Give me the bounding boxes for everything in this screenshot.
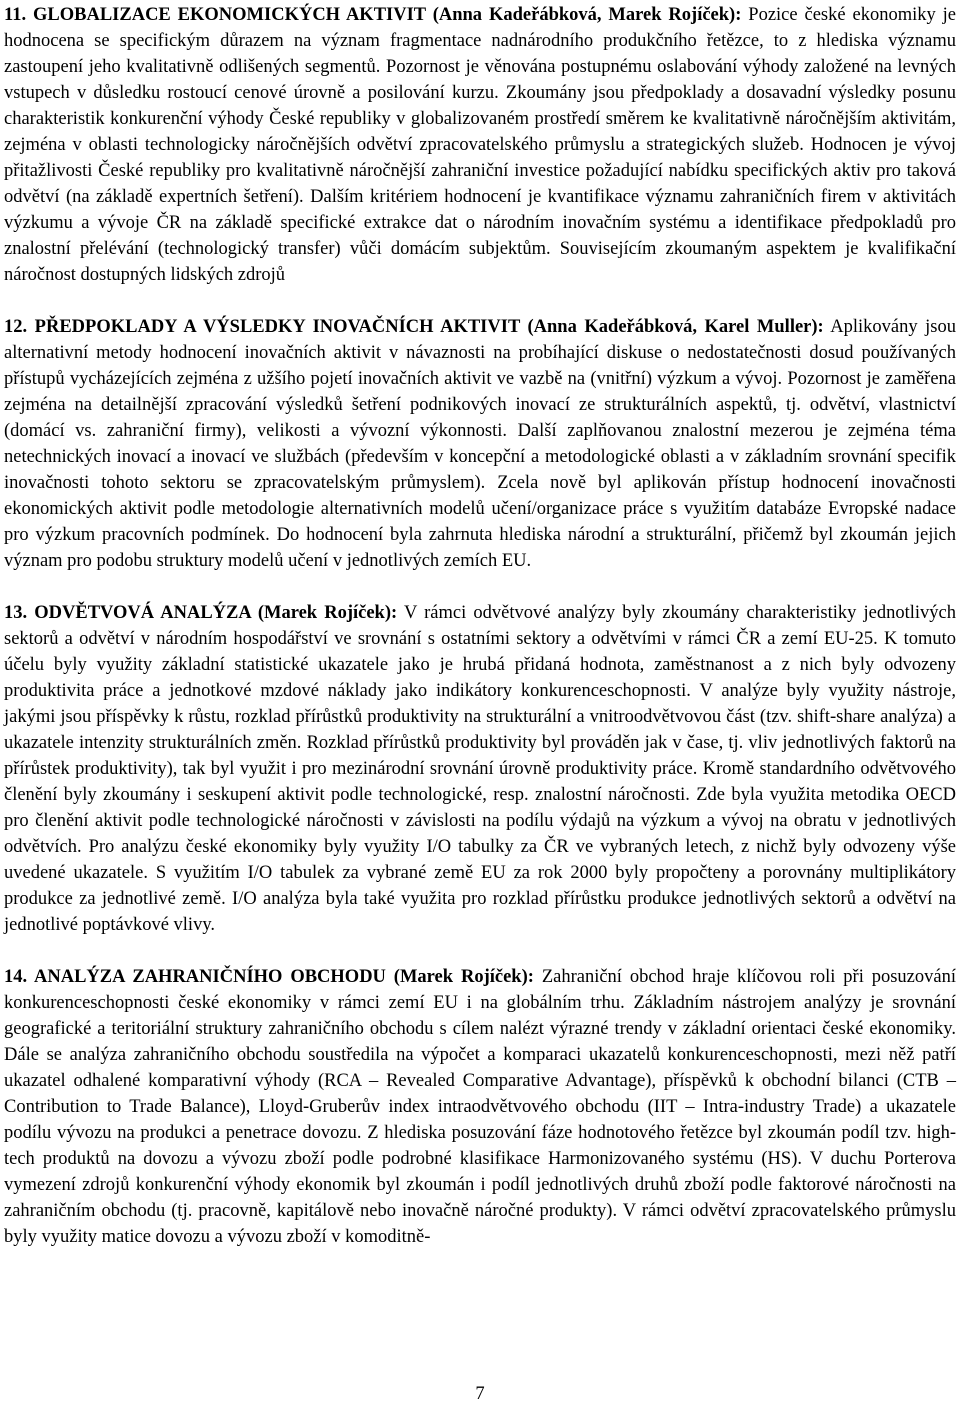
section-12 bbox=[4, 314, 956, 574]
section-13-body: V rámci odvětvové analýzy byly zkoumány charakteristiky jednotlivých sektorů a odvětví v národním hospodářství ve srovnání s ostatními sektory a odvětvími v rámci ČR a zemí EU-25. K tomuto účelu byly využity základní statistické ukazatele jako je hrubá přidaná hodnota, zaměstnanost a z nich byly odvozeny produktivita práce a jednotkové mzdové náklady jako indikátory konkurenceschopnosti. V analýze byly využity nástroje, jakými jsou příspěvky k růstu, rozklad přírůstků produktivity na strukturální a vnitroodvětvovou část (tzv. shift-share analýza) a ukazatele intenzity strukturálních změn. Rozklad přírůstků produktivity byl prováděn jak v čase, tj. vliv jednotlivých faktorů na přírůstek produktivity), tak byl využit i pro mezinárodní srovnání úrovně produktivity práce. Kromě standardního odvětvového členění byly zkoumány i seskupení aktivit podle technologické, resp. znalostní náročnosti. Zde byla využita metodika OECD pro členění aktivit podle technologické náročnosti v závislosti na podílu výdajů na výzkum a vývoj na obratu v jednotlivých odvětvích. Pro analýzu české ekonomiky byly využity I/O tabulky za ČR ve vybraných letech, z nichž byly odvozeny výše uvedené ukazatele. S využitím I/O tabulek za vybrané země EU za rok 2000 byly propočteny a porovnány multiplikátory produkce za jednotlivé země. I/O analýza byla také využita pro rozklad přírůstku produkce jednotlivých sektorů a odvětví na jednotlivé poptávkové vlivy. bbox=[4, 603, 956, 935]
section-11-body: Pozice české ekonomiky je hodnocena se specifickým důrazem na význam fragmentace nadnárodního produkčního řetězce, to z hlediska významu zastoupení jeho kvalitativně odlišených segmentů. Pozornost je věnována postupnému oslabování výhody založené na levných vstupech v důsledku rostoucí cenové úrovně a posilování kurzu. Zkoumány jsou předpoklady a dosavadní výsledky posunu charakteristik konkurenční výhody České republiky v globalizovaném prostředí směrem ke kvalitativně náročnějším aktivitám, zejména v oblasti technologicky náročnějších odvětví zpracovatelského průmyslu a strategických služeb. Hodnocen je vývoj přitažlivosti České republiky pro kvalitativně náročnější zahraniční investice požadující nabídku specifických aktiv pro taková odvětví (na základě expertních šetření). Dalším kritériem hodnocení je kvantifikace významu zahraničních firem v aktivitách výzkumu a vývoje ČR na základě specifické extrakce dat o národním inovačním systému a identifikace předpokladů pro znalostní přelévání (technologický transfer) vůči domácím subjektům. Souvisejícím zkoumaným aspektem je kvalifikační náročnost dostupných lidských zdrojů bbox=[4, 5, 956, 285]
section-12-body: Aplikovány jsou alternativní metody hodnocení inovačních aktivit v návaznosti na probíhající diskuse o nedostatečnosti dosud používaných přístupů vycházejících zejména z užšího pojetí inovačních aktivit ve vazbě na (vnitřní) výzkum a vývoj. Pozornost je zaměřena zejména na detailnější zpracování výsledků šetření podnikových inovací ze strukturálních aspektů, tj. odvětví, vlastnictví (domácí vs. zahraniční firmy), velikosti a vývozní výkonnosti. Další zaplňovanou znalostní mezerou je zejména téma netechnických inovací a inovací ve službách (především v koncepční a metodologické oblasti a v základním srovnání specifik inovačnosti tohoto sektoru se zpracovatelským průmyslem). Zcela nově byl aplikován přístup hodnocení inovačnosti ekonomických aktivit podle metodologie alternativních modelů učení/organizace práce s využitím databáze Evropské nadace pro výzkum pracovních podmínek. Do hodnocení byla zahrnuta hlediska národní a strukturální, přičemž byl zkoumán jejich význam pro podobu struktury modelů učení v jednotlivých zemích EU. bbox=[4, 317, 956, 571]
document-page bbox=[4, 2, 956, 1250]
section-13 bbox=[4, 600, 956, 938]
section-14 bbox=[4, 964, 956, 1250]
section-12-heading: 12. PŘEDPOKLADY A VÝSLEDKY INOVAČNÍCH AKTIVIT (Anna Kadeřábková, Karel Muller): bbox=[4, 317, 824, 337]
page-number: 7 bbox=[475, 1384, 485, 1404]
section-11 bbox=[4, 2, 956, 288]
section-14-heading: 14. ANALÝZA ZAHRANIČNÍHO OBCHODU (Marek Rojíček): bbox=[4, 967, 534, 987]
section-11-heading: 11. GLOBALIZACE EKONOMICKÝCH AKTIVIT (Anna Kadeřábková, Marek Rojíček): bbox=[4, 5, 742, 25]
section-13-heading: 13. ODVĚTVOVÁ ANALÝZA (Marek Rojíček): bbox=[4, 603, 398, 623]
section-14-body: Zahraniční obchod hraje klíčovou roli při posuzování konkurenceschopnosti české ekonomiky v rámci zemí EU i na globálním trhu. Základním nástrojem analýzy je srovnání geografické a teritoriální struktury zahraničního obchodu s cílem nalézt výrazné trendy v základní orientaci české ekonomiky. Dále se analýza zahraničního obchodu soustředila na výpočet a komparaci ukazatelů konkurenceschopnosti, mezi něž patří ukazatel odhalené komparativní výhody (RCA – Revealed Comparative Advantage), příspěvků k obchodní bilanci (CTB – Contribution to Trade Balance), Lloyd-Gruberův index intraodvětvového obchodu (IIT – Intra-industry Trade) a ukazatele podílu vývozu na produkci a penetrace dovozu. Z hlediska posuzování fáze hodnotového řetězce byl zkoumán podíl tzv. high-tech produktů na dovozu a vývozu zboží podle podrobné klasifikace Harmonizovaného systému (HS). V duchu Porterova vymezení zdrojů konkurenční výhody ekonomik byl zkoumán i podíl jednotlivých druhů zboží podle faktorové náročnosti na zahraničním obchodu (tj. pracovně, kapitálově nebo inovačně náročné produkty). V rámci odvětví zpracovatelského průmyslu byly využity matice dovozu a vývozu zboží v komoditně- bbox=[4, 967, 956, 1247]
